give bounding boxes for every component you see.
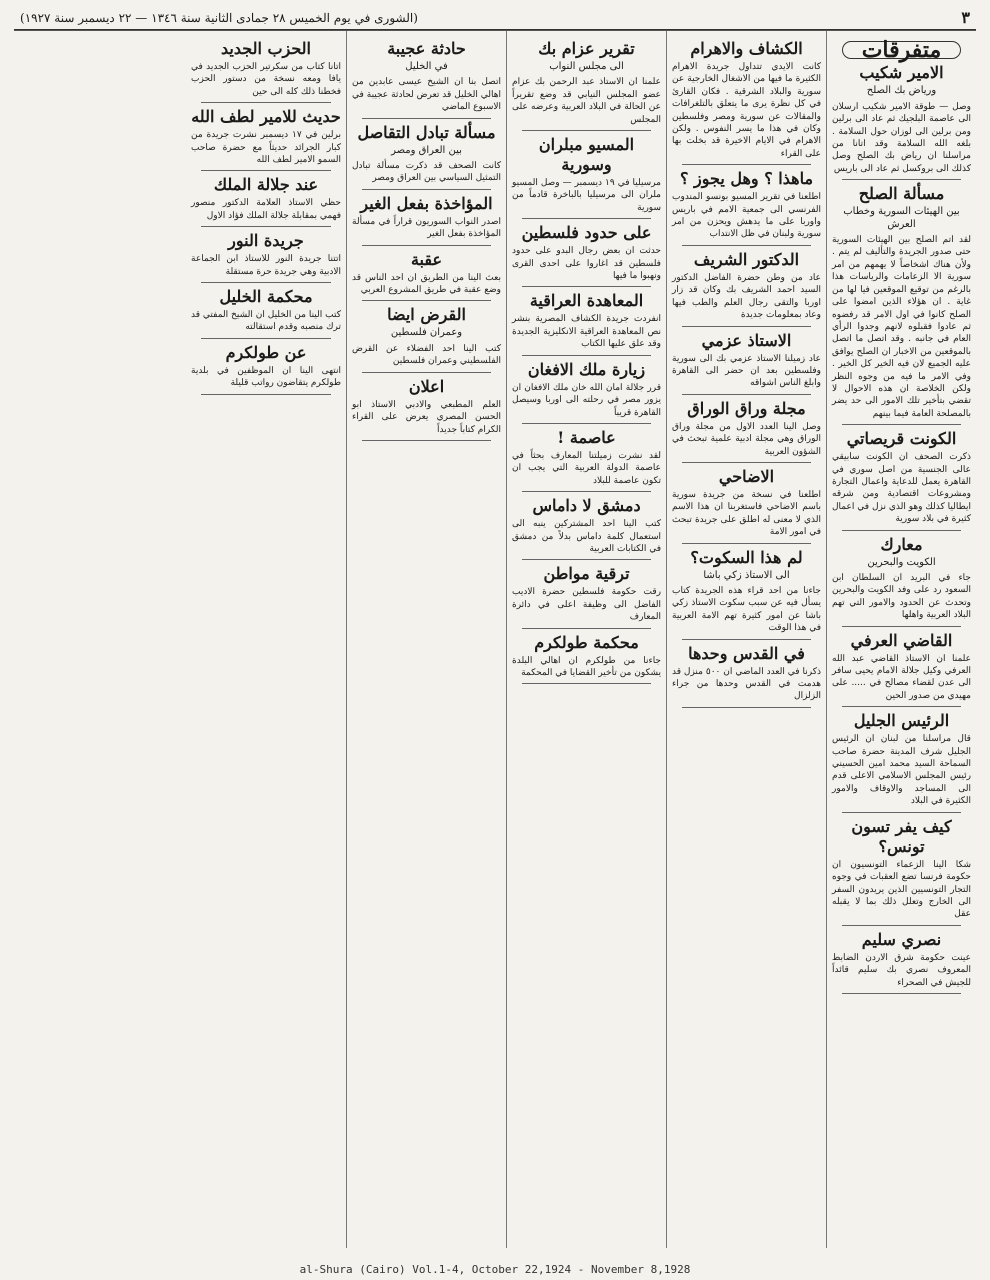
divider	[362, 372, 491, 373]
article-title: عقبة	[410, 249, 443, 269]
article-title: المسيو مبلران وسورية	[538, 135, 635, 175]
article	[512, 428, 661, 492]
article-subtitle: وعمران فلسطين	[390, 327, 463, 339]
article-title: القرض ايضا	[387, 305, 466, 325]
article	[512, 360, 661, 424]
divider	[522, 218, 651, 219]
dateline: (الشورى في يوم الخميس ٢٨ جمادى الثانية سنة ١٣٤٦ — ٢٢ ديسمبر سنة ١٩٢٧)	[20, 10, 418, 25]
archive-footer: al-Shura (Cairo) Vol.1-4, October 22,1924 - November 8,1928	[299, 1263, 691, 1276]
article-title: ماهذا ؟ وهل يجوز ؟	[679, 169, 814, 189]
column-4	[346, 31, 506, 1248]
article-body: اتتنا جريدة النور للاستاذ ابن الجماعة الادبية وهي جريدة حرة مستقلة	[191, 254, 341, 277]
article-title: ترقية مواطن	[543, 564, 630, 584]
article-body: اصدر النواب السوريون قراراً في مسألة المؤاخذة بفعل الغير	[352, 216, 501, 240]
divider	[522, 355, 651, 356]
divider	[682, 394, 811, 395]
article	[191, 39, 341, 103]
article	[512, 39, 661, 131]
article-title: نصري سليم	[861, 929, 942, 949]
article	[672, 169, 821, 246]
article	[832, 817, 971, 926]
column-5	[186, 31, 346, 1248]
article-body: كانت الايدي تتداول جريدة الاهرام الكثيرة ما فيها من الاشغال الخارجية عن سورية والبلاد الشرقية . فكان القارئ في كل نظرة يرى ما يتعلق بالتلغرافات والمقالات عن سورية ومصر وفلسطين وكان في هذا ما يسر النفوس . ولكن الاهرام في الايام الاخيرة قد بخلت بها على القراء	[672, 62, 821, 159]
article-title: عن طولكرم	[225, 342, 307, 362]
article-body: انتهى الينا ان الموظفين في بلدية طولكرم يتقاضون رواتب قليلة	[191, 365, 341, 389]
article-body: بعث الينا من الطريق ان احد الناس قد وضع عقبة في طريق المشروع العربي	[352, 272, 501, 296]
divider	[522, 130, 651, 131]
article-body: قرر جلالة امان الله خان ملك الافغان ان يزور مصر في رحلته الى اوربا وسيصل القاهرة قريباً	[512, 382, 661, 418]
article-title: معارك	[880, 534, 923, 554]
article-title: اعلان	[408, 376, 445, 396]
article-subtitle: الى الاستاذ زكي باشا	[703, 569, 790, 581]
article	[512, 223, 661, 287]
article	[832, 535, 971, 627]
divider	[682, 543, 811, 544]
article	[191, 107, 341, 171]
article	[191, 343, 341, 395]
divider	[682, 245, 811, 246]
article-body: جاءنا من احد قراء هذه الجريدة كتاب يسأل فيه عن سبب سكوت الاستاذ زكي باشا عن امور كثيرة تهم الامة العربية في هذا الوقت	[672, 585, 821, 634]
article-title: الامير شكيب	[859, 63, 944, 83]
divider	[362, 118, 491, 119]
article-body: اطلعنا في نسخة من جريدة سورية باسم الاضاحي فاستغربنا ان هذا الاسم الذي لا معنى له اطلق على جريدة تبحث في امور الامة	[672, 489, 821, 538]
column-2	[666, 31, 826, 1248]
divider	[842, 424, 961, 425]
article	[352, 250, 501, 302]
article	[832, 631, 971, 708]
divider	[522, 491, 651, 492]
article-body: جاء في البريد ان السلطان ابن السعود رد على وفد الكويت والبحرين وتحدث عن الحدود والامور التي تهم البلاد العربية واهلها	[832, 573, 971, 621]
divider	[842, 530, 961, 531]
article-title: عند جلالة الملك	[213, 175, 319, 195]
article	[352, 194, 501, 246]
article-title: الحزب الجديد	[220, 39, 311, 58]
article-title: لم هذا السكوت؟	[690, 547, 803, 567]
article-body: مرسيليا في ١٩ ديسمبر — وصل المسيو ملران الى مرسيليا بالباخرة قادماً من سورية	[512, 178, 661, 213]
article	[512, 633, 661, 685]
article-subtitle: ورياض بك الصلح	[866, 85, 937, 97]
article	[672, 399, 821, 463]
divider	[682, 326, 811, 327]
article	[672, 331, 821, 395]
article	[191, 231, 341, 283]
article-body: ذكرت الصحف ان الكونت سابيقي عالى الجنسية من اصل سوري في القاهرة يعمل للدعاية واعمال التجارة ومشروعات اقتصادية ومن شرقه ايطاليا كذلك وهو الذي نزل في اعمال كثيرة في بلاد سورية	[832, 452, 971, 525]
article-title: الرئيس الجليل	[853, 711, 950, 731]
article-body: عاد زميلنا الاستاذ عزمي بك الى سورية وفلسطين بعد ان حضر الى القاهرة وابلغ الناس اشواقه	[672, 353, 821, 389]
article-title: الكشاف والاهرام	[690, 39, 803, 58]
article-title: مجلة وراق الوراق	[687, 398, 806, 418]
divider	[362, 300, 491, 301]
divider	[522, 423, 651, 424]
divider	[682, 164, 811, 165]
article-subtitle: الى مجلس النواب	[549, 61, 624, 72]
divider	[201, 394, 331, 395]
divider	[842, 925, 961, 926]
article-body: العلم المطبعي والادبي الاستاذ ابو الحسن المصري يعرض على القراء الكرام كتاباً جديداً	[352, 399, 501, 435]
divider	[362, 189, 491, 190]
article	[672, 644, 821, 708]
article-title: مسألة تبادل التقاصل	[357, 122, 496, 142]
divider	[842, 626, 961, 627]
divider	[522, 286, 651, 287]
article	[191, 175, 341, 227]
column-1	[826, 31, 976, 1248]
article-title: الكونت قريصاتي	[846, 429, 957, 449]
article	[512, 564, 661, 628]
article-body: كتب الينا احد المشتركين ينبه الى استعمال كلمة داماس بدلاً من دمشق في الكتابات العربية	[512, 519, 661, 554]
article-title: حديث للامير لطف الله	[191, 107, 341, 127]
page-number: ٣	[961, 8, 970, 27]
article-title: الاضاحي	[718, 466, 775, 486]
divider	[842, 993, 961, 994]
article-body: وصل الينا العدد الاول من مجلة وراق الوراق وهي مجلة ادبية علمية تبحث في الشؤون العربية	[672, 421, 821, 457]
article	[352, 123, 501, 190]
divider	[201, 282, 331, 283]
divider	[201, 226, 331, 227]
article-body: لقد نشرت زميلتنا المعارف بحثاً في عاصمة الدولة العربية التي يجب ان تكون عاصمة للبلاد	[512, 450, 661, 486]
article-body: علمنا ان الاستاذ القاضي عبد الله العرفي وكيل جلالة الامام يحيى سافر الى عدن لقضاء مصالح في ..... على مهيدي من صدور الحين	[832, 653, 971, 701]
article-body: علمنا ان الاستاذ عبد الرحمن بك عزام عضو المجلس النيابي قد وضع تقريراً عن الحالة في البلاد العربية وعرضه على المجلس	[512, 77, 661, 125]
divider	[201, 170, 331, 171]
article	[352, 39, 501, 119]
article	[512, 496, 661, 560]
article-body: كتب الينا من الخليل ان الشيخ المفتي قد ترك منصبه وقدم استقالته	[191, 310, 341, 333]
divider	[362, 440, 491, 441]
article	[832, 184, 971, 425]
article-body: انفردت جريدة الكشاف المصرية بنشر نص المعاهدة العراقية الانكليزية الجديدة وقد علق عليها الكتاب	[512, 314, 661, 350]
article-title: كيف يفر تسون تونس؟	[851, 816, 952, 856]
article	[832, 429, 971, 530]
article-body: رقت حكومة فلسطين حضرة الاديب الفاضل الى وظيفة اعلى في دائرة المعارف	[512, 587, 661, 623]
article-title: القاضي العرفي	[850, 630, 953, 650]
divider	[682, 462, 811, 463]
article-subtitle: بين العراق ومصر	[391, 144, 462, 156]
divider	[842, 706, 961, 707]
article-title: الدكتور الشريف	[693, 249, 800, 269]
article	[672, 39, 821, 165]
article-title: الاستاذ عزمي	[701, 330, 792, 350]
article-body: شكا الينا الزعماء التونسيون ان حكومة فرنسا تضع العقبات في وجوه التجار التونسيين الذين يريدون السفر الى الخارج وتعلل ذلك بما لا يقبله عقل	[832, 859, 971, 920]
column-3	[506, 31, 666, 1248]
banner-title: متفرقات	[842, 41, 961, 59]
article-title: المعاهدة العراقية	[529, 291, 644, 311]
article-title: دمشق لا داماس	[532, 496, 641, 516]
masthead	[14, 8, 976, 30]
divider	[522, 683, 651, 684]
article-subtitle: الكويت والبحرين	[867, 556, 936, 568]
divider	[201, 102, 331, 103]
article	[672, 548, 821, 640]
article	[512, 291, 661, 355]
article-body: جاءنا من طولكرم ان اهالي البلدة يشكون من تأخير القضايا في المحكمة	[512, 655, 661, 678]
article-title: المؤاخذة بفعل الغير	[360, 193, 493, 213]
article-body: لقد اتم الصلح بين الهيئات السورية حتى صدور الجريدة والتأليف لم يتم . ولأن هناك اشخاصاً لا يهمهم من امر سورية الا الزعامات والرياسات هذا بالرغم من توقيع الموقعين فيا لها من غاية . ان هؤلاء الذين امضوا على الصلح كانوا في اول الامر قد رفضوه ثم عادوا فقبلوه لانهم وجدوا الرأي العام في جانبه . وقد اتصل ما اتصل بالموقعين من الاخبار ان الصلح يوافق عليه الجميع لان فيه الخير كل الخير . وفي الامر ما فيه من وجوه النظر ولكن الخلاصة ان هذه الاحوال لا تقضي بتأخير تلك الامور الى حد يضر بالمصلحة العامة فيما بينهم	[832, 235, 971, 419]
article-body: عاد من وطن حضرة الفاضل الدكتور السيد احمد الشريف بك وكان قد زار اوربا والتقى رجال العلم والطب فيها وعاد بمعلومات جديدة	[672, 272, 821, 321]
divider	[842, 179, 961, 180]
article-body: حظي الاستاذ العلامة الدكتور منصور فهمي بمقابلة جلالة الملك فؤاد الاول	[191, 198, 341, 221]
article-title: عاصمة !	[557, 427, 616, 447]
article-title: جريدة النور	[228, 231, 304, 251]
article	[352, 305, 501, 372]
article-title: مسألة الصلح	[858, 184, 945, 204]
article-title: محكمة الخليل	[219, 287, 313, 307]
article-title: حادثة عجيبة	[387, 39, 466, 58]
article-body: كانت الصحف قد ذكرت مسألة تبادل التمثيل السياسي بين العراق ومصر	[352, 161, 501, 184]
article-body: اطلعنا في تقرير المسيو بونسو المندوب الفرنسي الى جمعية الامم في باريس واوربا على ما يدهش ويحزن من امر سورية ولبنان في ظل الانتداب	[672, 192, 821, 240]
article-body: وصل — طوقة الامير شكيب ارسلان الى عاصمة البلجيك ثم عاد الى برلين ومن برلين الى لوزان حول السلامة . بلغه الله السلامة وقد اتانا من مراسلنا ان رياض بك الصلح وصل كذلك الى بروكسل ثم عاد الى باريس	[832, 101, 971, 174]
article	[832, 930, 971, 994]
divider	[201, 338, 331, 339]
article	[832, 711, 971, 812]
divider	[842, 812, 961, 813]
article	[672, 250, 821, 327]
article-body: اتانا كتاب من سكرتير الحزب الجديد في يافا ومعه نسخة من دستور الحزب فخطنا ذلك كله الى حين	[191, 62, 341, 97]
article-body: برلين في ١٧ ديسمبر نشرت جريدة من كبار الجرائد حديثاً مع حضرة صاحب السمو الامير لطف الله	[191, 130, 341, 166]
divider	[522, 628, 651, 629]
article-body: عينت حكومة شرق الاردن الضابط المعروف نصري بك سليم قائداً للجيش في الصحراء	[832, 952, 971, 988]
article-subtitle: في الخليل	[405, 61, 448, 72]
article-body: ذكرنا في العدد الماضي ان ٥٠٠ منزل قد هدمت في القدس وحدها من جراء الزلزال	[672, 666, 822, 702]
article-title: زيارة ملك الافغان	[527, 359, 646, 379]
article-title: على حدود فلسطين	[521, 223, 652, 243]
article-body: كتب الينا احد الفضلاء عن القرض الفلسطيني وعمران فلسطين	[352, 343, 501, 367]
article	[191, 287, 341, 339]
article	[672, 467, 821, 544]
article-body: قال مراسلنا من لبنان ان الرئيس الجليل شرف المدينة حضرة صاحب السماحة السيد محمد امين الحسيني رئيس المجلس الاسلامي الاعلى قدم الى المساجد والاوقاف والامور الكثيرة في البلاد	[832, 734, 971, 807]
article	[512, 135, 661, 219]
article-body: اتصل بنا ان الشيخ عيسى عابدين من اهالي الخليل قد تعرض لحادثة عجيبة في الاسبوع الماضي	[352, 77, 501, 113]
divider	[522, 559, 651, 560]
article	[352, 377, 501, 441]
divider	[362, 245, 491, 246]
divider	[682, 639, 811, 640]
article-subtitle: بين الهيئات السورية وخطاب العرش	[843, 206, 960, 230]
article-title: تقرير عزام بك	[538, 39, 635, 58]
article-body: حدثت ان بعض رجال البدو على حدود فلسطين قد اغاروا على احدى القرى ونهبوا ما فيها	[512, 246, 661, 282]
columns	[14, 30, 976, 1248]
article-title: محكمة طولكرم	[534, 632, 639, 652]
article	[832, 63, 971, 180]
article-title: في القدس وحدها	[688, 643, 805, 663]
divider	[682, 707, 811, 708]
